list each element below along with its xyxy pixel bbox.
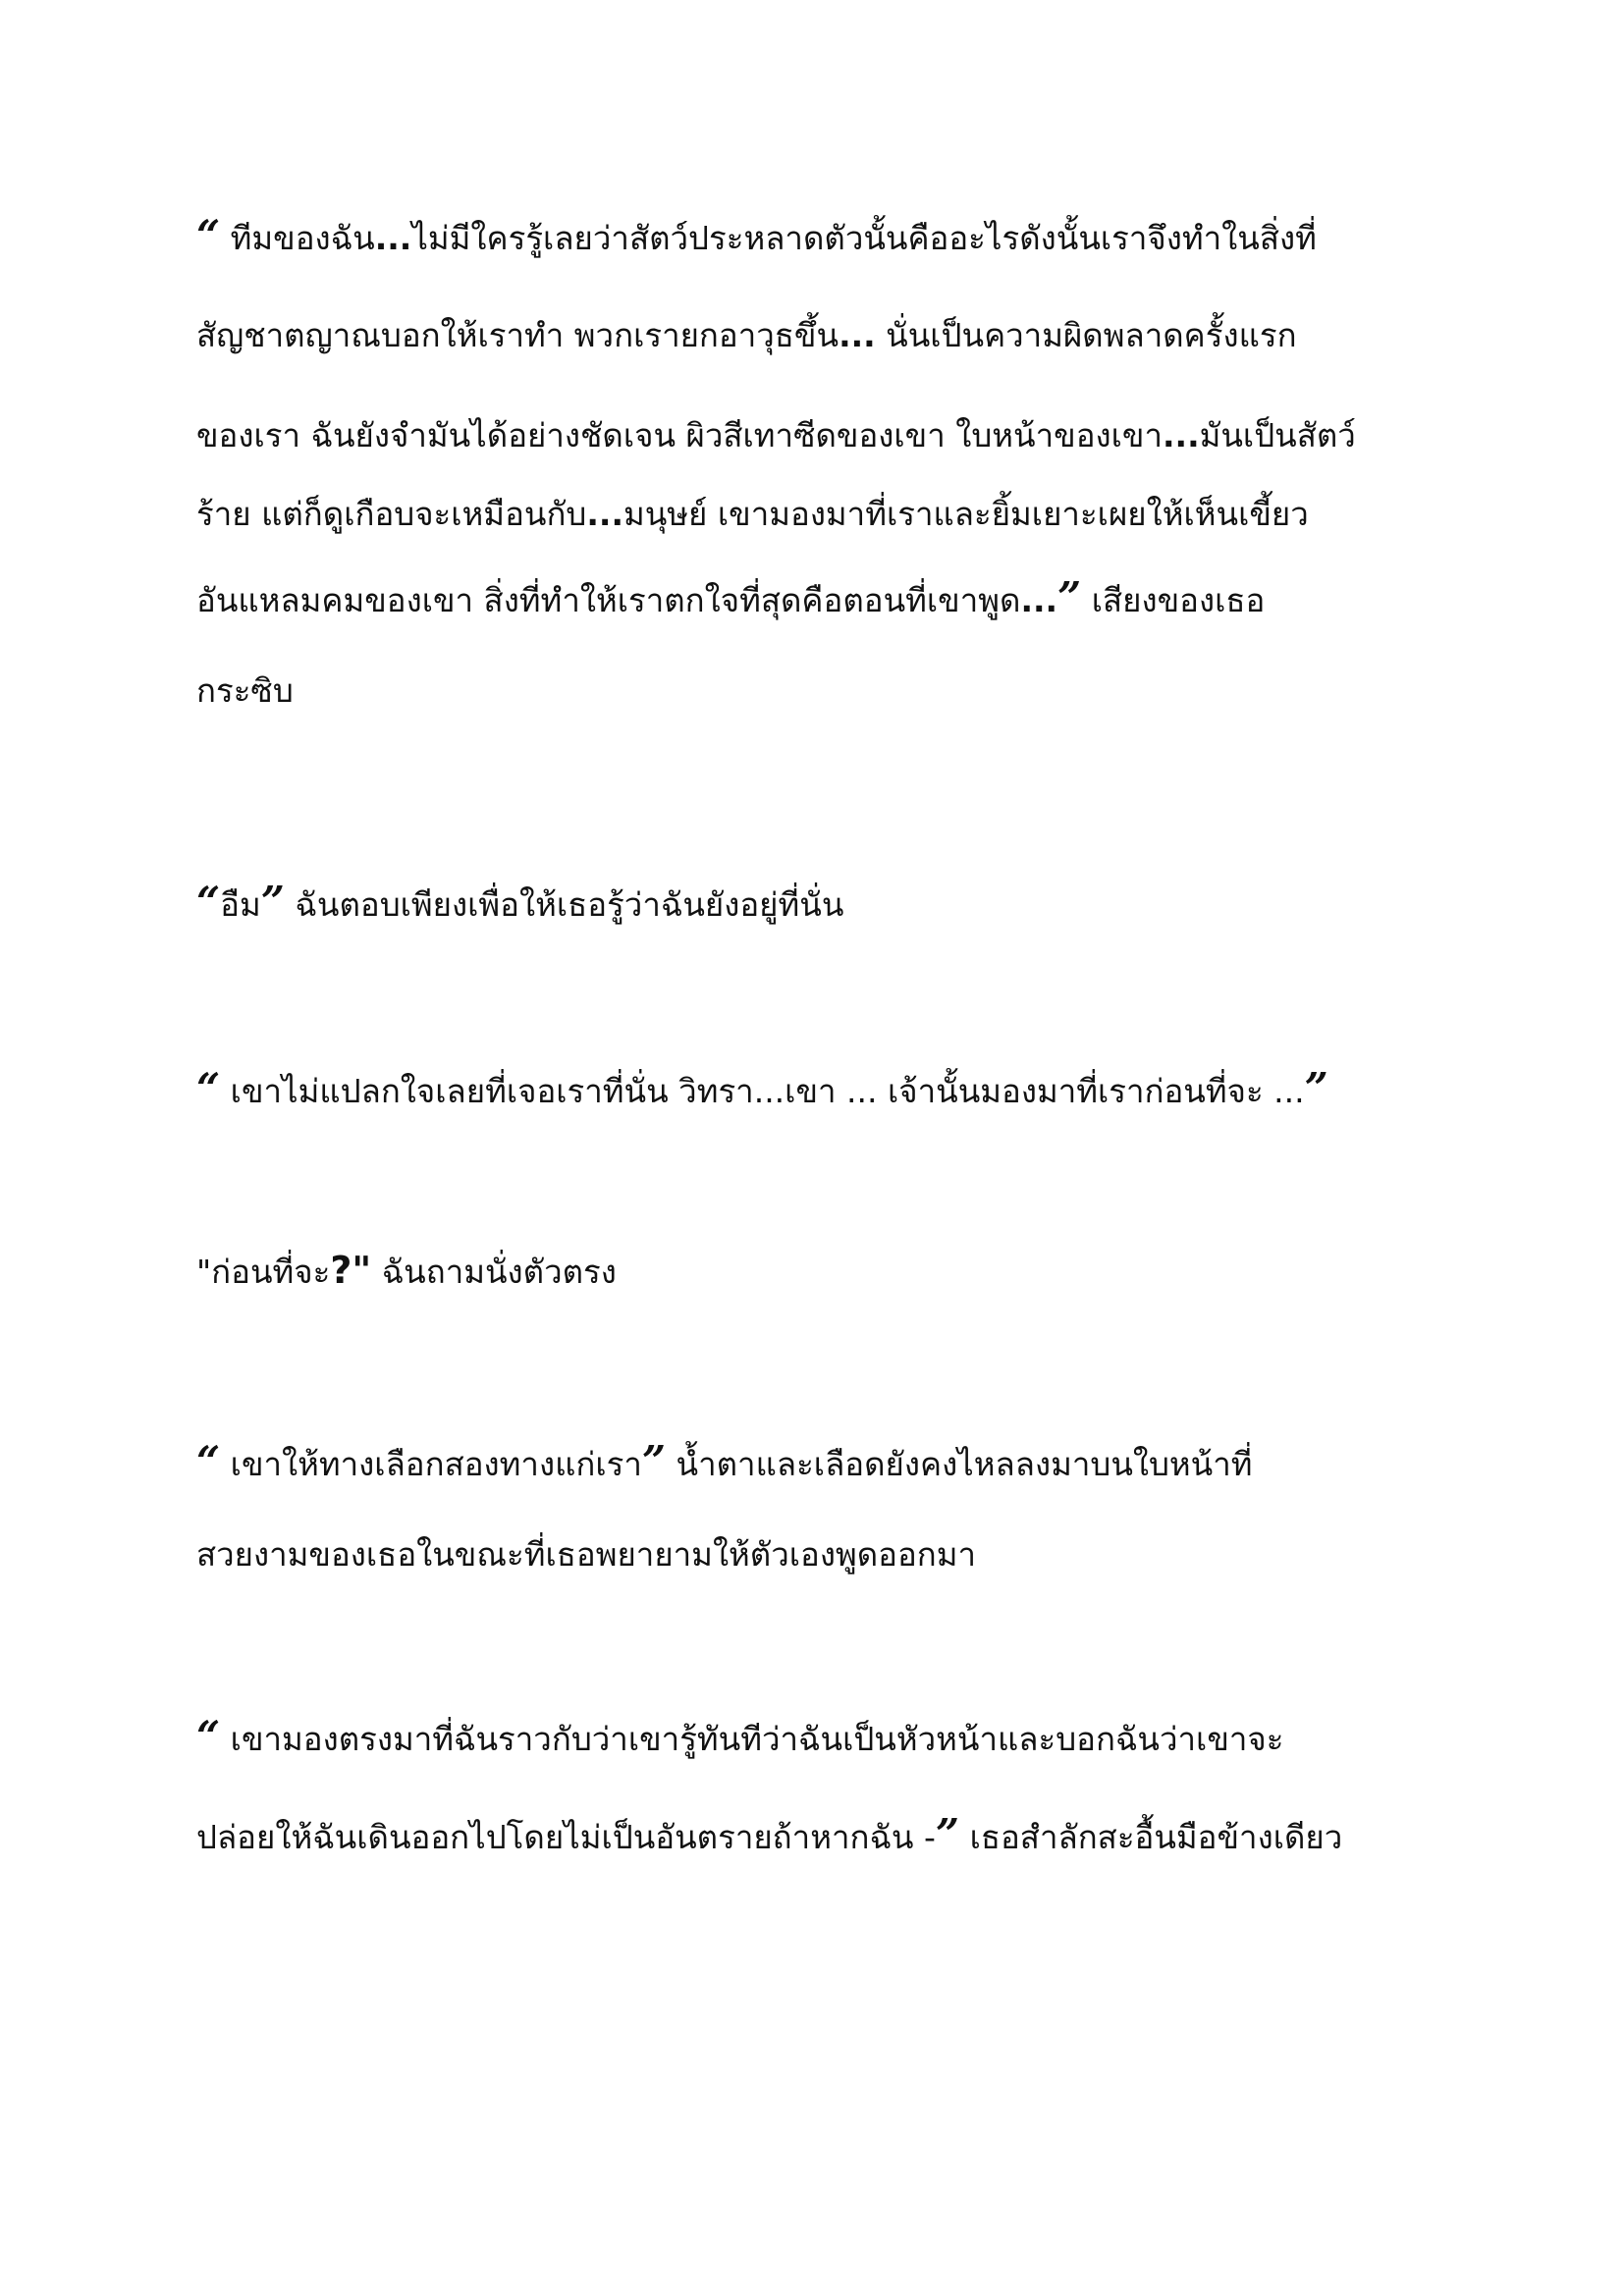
text: เขาไม่แปลกใจเลยที่เจอเราที่นั่น วิทรา...เขา ... เจ้านั้นมองมาที่เราก่อนที่จะ ... [220, 1072, 1305, 1110]
text: มันเป็นสัตว์ [1199, 416, 1356, 454]
close-quote: ” [1057, 573, 1082, 621]
text: ฉันถามนั่งตัวตรง [371, 1253, 617, 1291]
close-quote: ” [935, 1810, 960, 1858]
ellipsis: ... [1163, 416, 1200, 454]
text: เขาให้ทางเลือกสองทางแก่เรา [220, 1445, 642, 1483]
paragraph-2 [196, 879, 1473, 929]
paragraph-1-line-3 [196, 412, 1473, 459]
text: สัญชาตญาณบอกให้เราทำ พวกเรายกอาวุธขึ้น [196, 316, 839, 354]
paragraph-3 [196, 1065, 1473, 1115]
text: เสียงของเธอ [1081, 581, 1266, 619]
text: กระซิบ [196, 671, 294, 710]
text: อันแหลมคมของเขา สิ่งที่ทำให้เราตกใจที่สุดคือตอนที่เขาพูด [196, 581, 1021, 619]
text: ทีมของฉัน [220, 219, 375, 257]
paragraph-1-line-1 [196, 212, 1473, 262]
text: เธอสำลักสะอื้นมือข้างเดียว [959, 1818, 1343, 1856]
paragraph-6-line-1 [196, 1713, 1473, 1763]
text: มนุษย์ เขามองมาที่เราและยิ้มเยาะเผยให้เห็นเขี้ยว [623, 495, 1309, 533]
ellipsis: ... [1020, 581, 1058, 619]
open-quote: “ [196, 1712, 221, 1760]
text: ปล่อยให้ฉันเดินออกไปโดยไม่เป็นอันตรายถ้าหากฉัน - [196, 1818, 936, 1856]
text: ของเรา ฉันยังจำมันได้อย่างชัดเจน ผิวสีเทาซีดของเขา ใบหน้าของเขา [196, 416, 1164, 454]
close-quote: ” [260, 878, 285, 926]
text: นั่นเป็นความผิดพลาดครั้งแรก [875, 316, 1297, 354]
ellipsis: ... [586, 495, 623, 533]
open-quote: “ [196, 1437, 221, 1485]
question-mark: ?" [330, 1249, 372, 1292]
open-quote: “ [196, 878, 221, 926]
open-quote: “ [196, 1064, 221, 1112]
paragraph-6-line-2 [196, 1811, 1473, 1861]
close-quote: ” [641, 1437, 667, 1485]
open-quote: “ [196, 211, 221, 259]
paragraph-1-line-5 [196, 574, 1473, 624]
text: อืม [220, 885, 261, 924]
text: สวยงามของเธอในขณะที่เธอพยายามให้ตัวเองพูดออกมา [196, 1535, 977, 1574]
paragraph-5-line-1 [196, 1438, 1473, 1488]
paragraph-5-line-2 [196, 1531, 1473, 1578]
text: เขามองตรงมาที่ฉันราวกับว่าเขารู้ทันทีว่าฉันเป็นหัวหน้าและบอกฉันว่าเขาจะ [220, 1720, 1284, 1758]
text: "ก่อนที่จะ [196, 1253, 331, 1291]
paragraph-1-line-4 [196, 491, 1473, 538]
text: น้ำตาและเลือดยังคงไหลลงมาบนใบหน้าที่ [666, 1445, 1253, 1483]
text: ฉันตอบเพียงเพื่อให้เธอรู้ว่าฉันยังอยู่ที่นั่น [284, 885, 844, 924]
ellipsis: ... [839, 316, 876, 354]
ellipsis: ... [374, 219, 412, 257]
close-quote: ” [1304, 1064, 1328, 1112]
paragraph-1-line-6 [196, 667, 1473, 715]
paragraph-1-line-2 [196, 312, 1473, 359]
text: ไม่มีใครรู้เลยว่าสัตว์ประหลาดตัวนั้นคืออะไรดังนั้นเราจึงทำในสิ่งที่ [411, 219, 1317, 257]
text: ร้าย แต่ก็ดูเกือบจะเหมือนกับ [196, 495, 587, 533]
paragraph-4 [196, 1247, 1473, 1296]
